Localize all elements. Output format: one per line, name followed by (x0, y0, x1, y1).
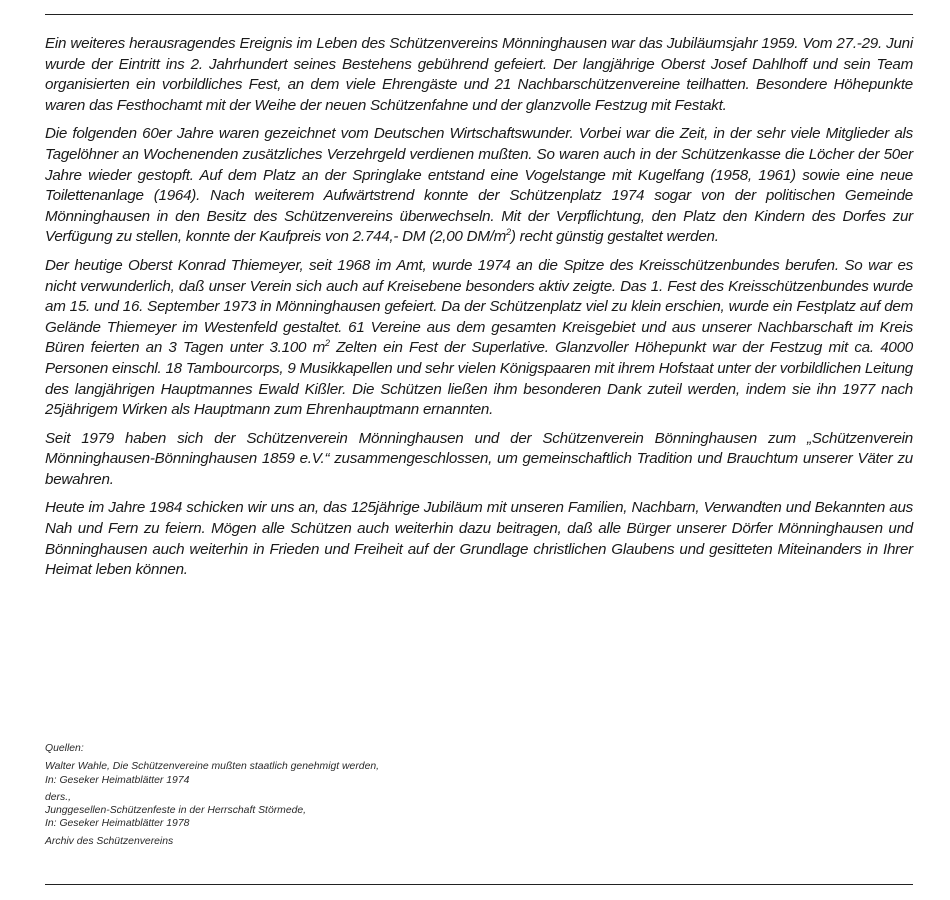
paragraph-jubilee-1959: Ein weiteres herausragendes Ereignis im Leben des Schützenvereins Mönninghausen war das Jubiläumsjahr 1959. Vom 27.-29. Juni wurde der Eintritt ins 2. Jahrhundert seines Bestehens gebührend gefeiert. Der langjährige Oberst Josef Dahlhoff und sein Team organisierten ein vorbildliches Fest, an dem viele Ehrengäste und 21 Nachbarschützenvereine teilhatten. Besondere Höhepunkte waren das Festhochamt mit der Weihe der neuen Schützenfahne und der glanzvolle Festzug mit Festakt. (45, 35, 913, 114)
bottom-rule (45, 884, 913, 885)
source-line: In: Geseker Heimatblätter 1974 (45, 774, 190, 786)
source-entry (45, 760, 645, 787)
source-line: In: Geseker Heimatblätter 1978 (45, 818, 190, 830)
sources-section (45, 742, 645, 852)
superscript-two: 2 (506, 227, 511, 238)
source-line: ders., (45, 791, 71, 803)
top-rule (45, 14, 913, 15)
source-line: Walter Wahle, Die Schützenvereine mußten staatlich genehmigt werden, (45, 761, 380, 773)
source-entry (45, 791, 645, 831)
superscript-two: 2 (324, 338, 330, 349)
source-entry (45, 835, 645, 848)
paragraph-kreisschuetzenbund: Der heutige Oberst Konrad Thiemeyer, seit 1968 im Amt, wurde 1974 an die Spitze des Kreisschützenbundes berufen. So war es nicht verwunderlich, daß unser Verein sich auch auf Kreisebene besonders aktiv zeigte. Das 1. Fest des Kreisschützenbundes wurde am 15. und 16. September 1973 in Mönninghausen gefeiert. Da der Schützenplatz viel zu klein erschien, wurde ein Festplatz auf dem Gelände Thiemeyer im Westenfeld gestaltet. 61 Vereine aus dem gesamten Kreisgebiet und aus unserer Nachbarschaft im Kreis Büren feierten an 3 Tagen unter 3.100 $m^2$ Zelten ein Fest der Superlative. Glanzvoller Höhepunkt war der Festzug mit ca. 4000 Personen einschl. 18 Tambourcorps, 9 Musikkapellen und sehr vielen Königspaaren mit ihrem Hofstaat unter der vorbildlichen Leitung des langjährigen Hauptmannes Ewald Kißler. Die Schützen ließen ihm besonderen Dank zuteil werden, indem sie ihn 1977 nach 25jährigem Wirken als Hauptmann zum Ehrenhauptmann ernannten. (45, 256, 913, 419)
paragraph-jubilee-1984: Heute im Jahre 1984 schicken wir uns an, das 125jährige Jubiläum mit unseren Familien, Nachbarn, Verwandten und Bekannten aus Nah und Fern zu feiern. Mögen alle Schützen auch weiterhin dazu beitragen, daß alle Bürger unserer Dörfer Mönninghausen und Bönninghausen auch weiterhin in Frieden und Freiheit auf der Grundlage christlichen Glaubens und gesitteten Miteinanders in Ihrer Heimat leben können. (45, 499, 913, 579)
sources-label: Quellen: (45, 743, 84, 754)
article-body (45, 34, 913, 589)
source-line: Archiv des Schützenvereins (45, 835, 174, 847)
paragraph-sixties: Die folgenden 60er Jahre waren gezeichnet vom Deutschen Wirtschaftswunder. Vorbei war die Zeit, in der sehr viele Mitglieder als Tagelöhner an Wochenenden zusätzliches Verzehrgeld verdienen mußten. So waren auch in der Schützenkasse die Löcher der 50er Jahre wieder gestopft. Auf dem Platz an der Springlake entstand eine Vogelstange mit Kugelfang (1958, 1961) sowie eine neue Toilettenanlage (1964). Nach weiterem Aufwärtstrend konnte der Schützenplatz 1974 sogar von der politischen Gemeinde Mönninghausen in den Besitz des Schützenvereins überwechseln. Mit der Verpflichtung, den Platz den Kindern des Dorfes zur Verfügung zu stellen, konnte der Kaufpreis von 2.744,- DM (2,00 $DM/m^2$) recht günstig gestaltet werden. (45, 125, 913, 246)
paragraph-merger-1979: Seit 1979 haben sich der Schützenverein Mönninghausen und der Schützenverein Bönninghausen zum „Schützenverein Mönninghausen-Bönninghausen 1859 e.V.“ zusammengeschlossen, um gemeinschaftlich Tradition und Brauchtum unserer Väter zu bewahren. (45, 429, 913, 488)
source-line: Junggesellen-Schützenfeste in der Herrschaft Störmede, (45, 805, 307, 817)
